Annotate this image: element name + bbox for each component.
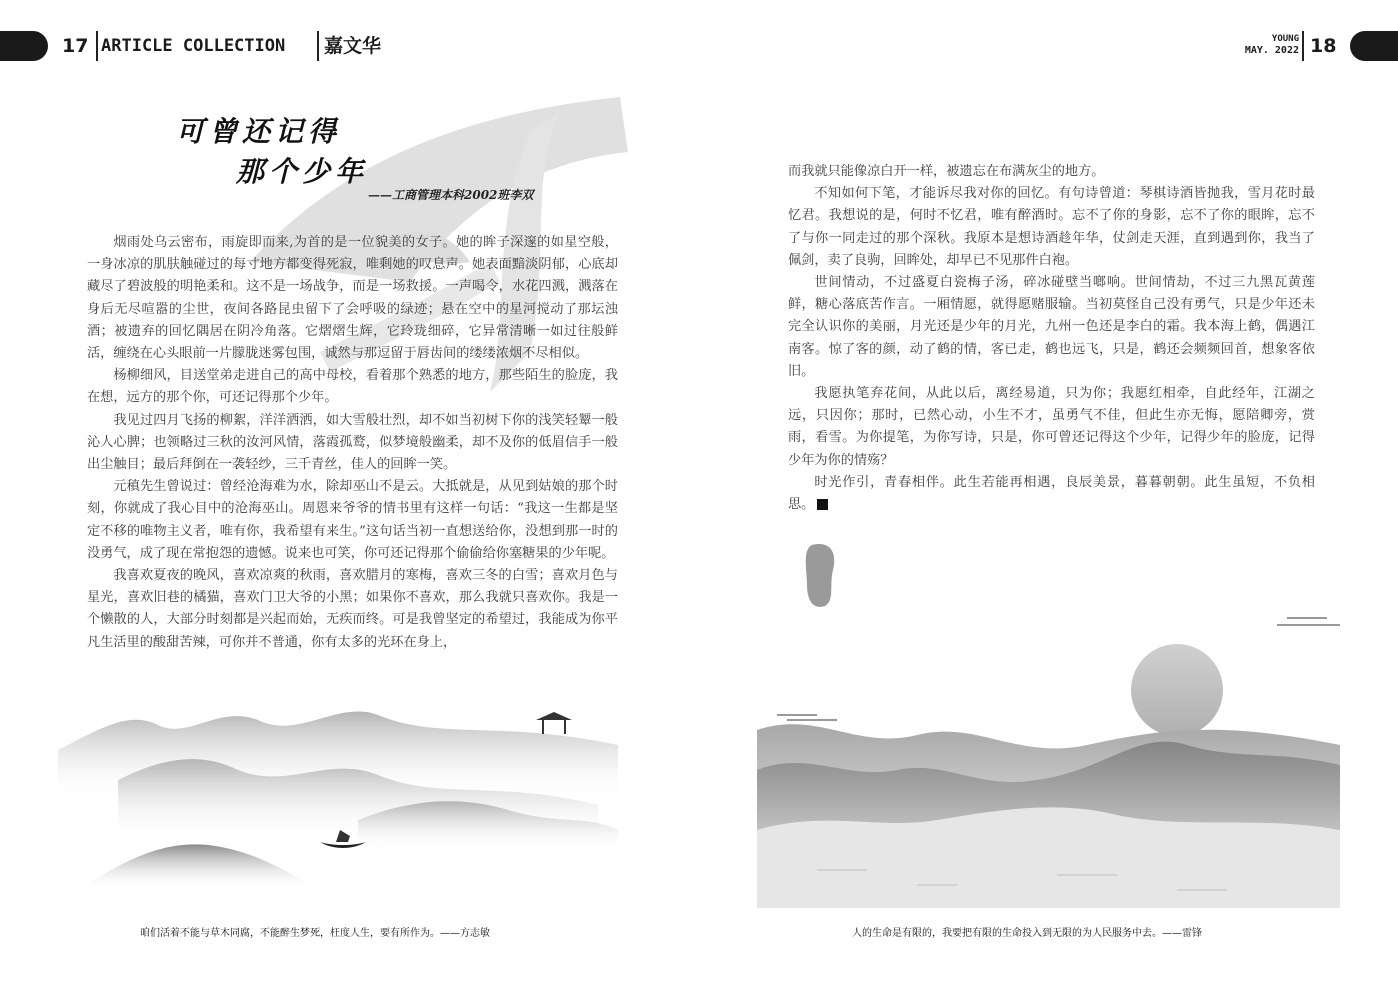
issue-name: YOUNG	[1271, 34, 1299, 44]
page-number-left: 17	[62, 35, 89, 57]
issue-date: MAY. 2022	[1244, 45, 1299, 56]
ink-mountains-right-art	[757, 530, 1340, 908]
article-title-line2: 那个少年	[236, 155, 369, 188]
article-body-right	[788, 161, 1315, 516]
header-divider	[1302, 31, 1304, 61]
article-title-line1: 可曾还记得	[176, 115, 342, 148]
brand-name: 嘉文华	[324, 35, 382, 57]
paragraph: 而我就只能像凉白开一样，被遗忘在布满灰尘的地方。	[788, 164, 1105, 179]
section-title: ARTICLE COLLECTION	[101, 36, 286, 56]
paragraph: 世间情动，不过盛夏白瓷梅子汤，碎冰碰壁当啷响。世间情劫，不过三九黑瓦黄莲鲜，糖心落底苦作言。一厢情愿，就得愿赌服输。当初莫怪自己没有勇气，只是少年还未完全认识你的美丽，月光还是少年的月光，九州一色还是李白的霜。我本海上鹤，偶遇江南客。惊了客的颜，动了鹤的情，客已走，鹤也远飞，只是，鹤还会频频回首，想象客依旧。	[788, 275, 1315, 379]
header-divider	[317, 31, 319, 61]
paragraph: 我愿执笔弃花间，从此以后，离经易道，只为你；我愿红相牵，自此经年，江湖之远，只因你；那时，已然心动，小生不才，虽勇气不佳，但此生亦无悔，愿陪卿旁，赏雨，看雪。为你提笔，为你写诗，只是，你可曾还记得这个少年，记得少年的脸庞，记得少年为你的情殇？	[788, 386, 1315, 468]
paragraph: 杨柳细风，目送堂弟走进自己的高中母校，看着那个熟悉的地方，那些陌生的脸庞，我在想，远方的那个你，可还记得那个少年。	[87, 368, 618, 406]
paragraph: 不知如何下笔，才能诉尽我对你的回忆。有句诗曾道：琴棋诗酒皆抛我，雪月花时最忆君。我想说的是，何时不忆君，唯有醉酒时。忘不了你的身影，忘不了你的眼眸，忘不了与你一同走过的那个深秋。我原本是想诗酒趁年华，仗剑走天涯，直到遇到你，我当了佩剑，卖了良驹，回眸处，却早已不见那件白袍。	[788, 186, 1315, 268]
article-body-left	[87, 232, 618, 654]
article-byline: ——工商管理本科2002班李双	[368, 188, 534, 202]
end-mark-icon: Y	[817, 499, 828, 510]
page-tab-right	[1350, 31, 1398, 61]
page-tab-left	[0, 31, 48, 61]
paragraph	[788, 472, 1315, 516]
paragraph: 元稹先生曾说过：曾经沧海难为水，除却巫山不是云。大抵就是，从见到姑娘的那个时刻，你就成了我心目中的沧海巫山。周恩来爷爷的情书里有这样一句话：“我这一生都是坚定不移的唯物主义者，唯有你，我希望有来生。”这句话当初一直想送给你，没想到那一时的没勇气，成了现在常抱怨的遗憾。说来也可笑，你可还记得那个偷偷给你塞糖果的少年呢。	[87, 479, 618, 561]
ink-mountains-left-art	[58, 690, 618, 900]
pavilion-icon	[536, 712, 572, 734]
footprint-icon	[806, 544, 835, 607]
paragraph: 我喜欢夏夜的晚风，喜欢凉爽的秋雨，喜欢腊月的寒梅，喜欢三冬的白雪；喜欢月色与星光，喜欢旧巷的橘猫，喜欢门卫大爷的小黑；如果你不喜欢，那么我就只喜欢你。我是一个懒散的人，大部分时刻都是兴起而始，无疾而终。可是我曾坚定的希望过，我能成为你平凡生活里的酸甜苦辣，可你并不普通，你有太多的光环在身上，	[87, 568, 618, 650]
page-number-right: 18	[1310, 35, 1337, 57]
header-divider	[96, 31, 98, 61]
footer-quote-right: 人的生命是有限的，我要把有限的生命投入到无限的为人民服务中去。——雷锋	[852, 928, 1202, 939]
issue-label	[1245, 33, 1299, 57]
closing-paragraph-text: 时光作引，青春相伴。此生若能再相遇，良辰美景，暮暮朝朝。此生虽短，不负相思。	[788, 474, 1315, 513]
paragraph: 烟雨处乌云密布，雨旋即而来,为首的是一位貌美的女子。她的眸子深邃的如星空般，一身冰凉的肌肤触碰过的每寸地方都变得死寂，唯剩她的叹息声。她表面黯淡阴郁，心底却藏尽了碧波般的明艳柔和。这不是一场战争，而是一场救援。一声喝令，水花四溅，溅落在身后无尽喧嚣的尘世，夜间各路昆虫留下了会呼吸的绿迹；悬在空中的星河搅动了那坛浊酒；被遗弃的回忆隅居在阴冷角落。它熠熠生辉，它玲珑细碎，它异常清晰一如过往般鲜活，缠绕在心头眼前一片朦胧迷雾包围，诚然与那逗留于唇齿间的缕缕浓烟不尽相似。	[87, 235, 618, 362]
footer-quote-left: 咱们活着不能与草木同腐，不能醉生梦死，枉度人生，要有所作为。——方志敏	[140, 928, 490, 939]
paragraph: 我见过四月飞扬的柳絮，洋洋洒洒，如大雪般壮烈，却不如当初树下你的浅笑轻颦一般沁人心脾；也领略过三秋的汝河风情，落霞孤鹜，似梦境般幽柔，却不及你的低眉信手一般出尘触目；最后拜倒在一袭轻纱，三千青丝，佳人的回眸一笑。	[87, 412, 618, 473]
